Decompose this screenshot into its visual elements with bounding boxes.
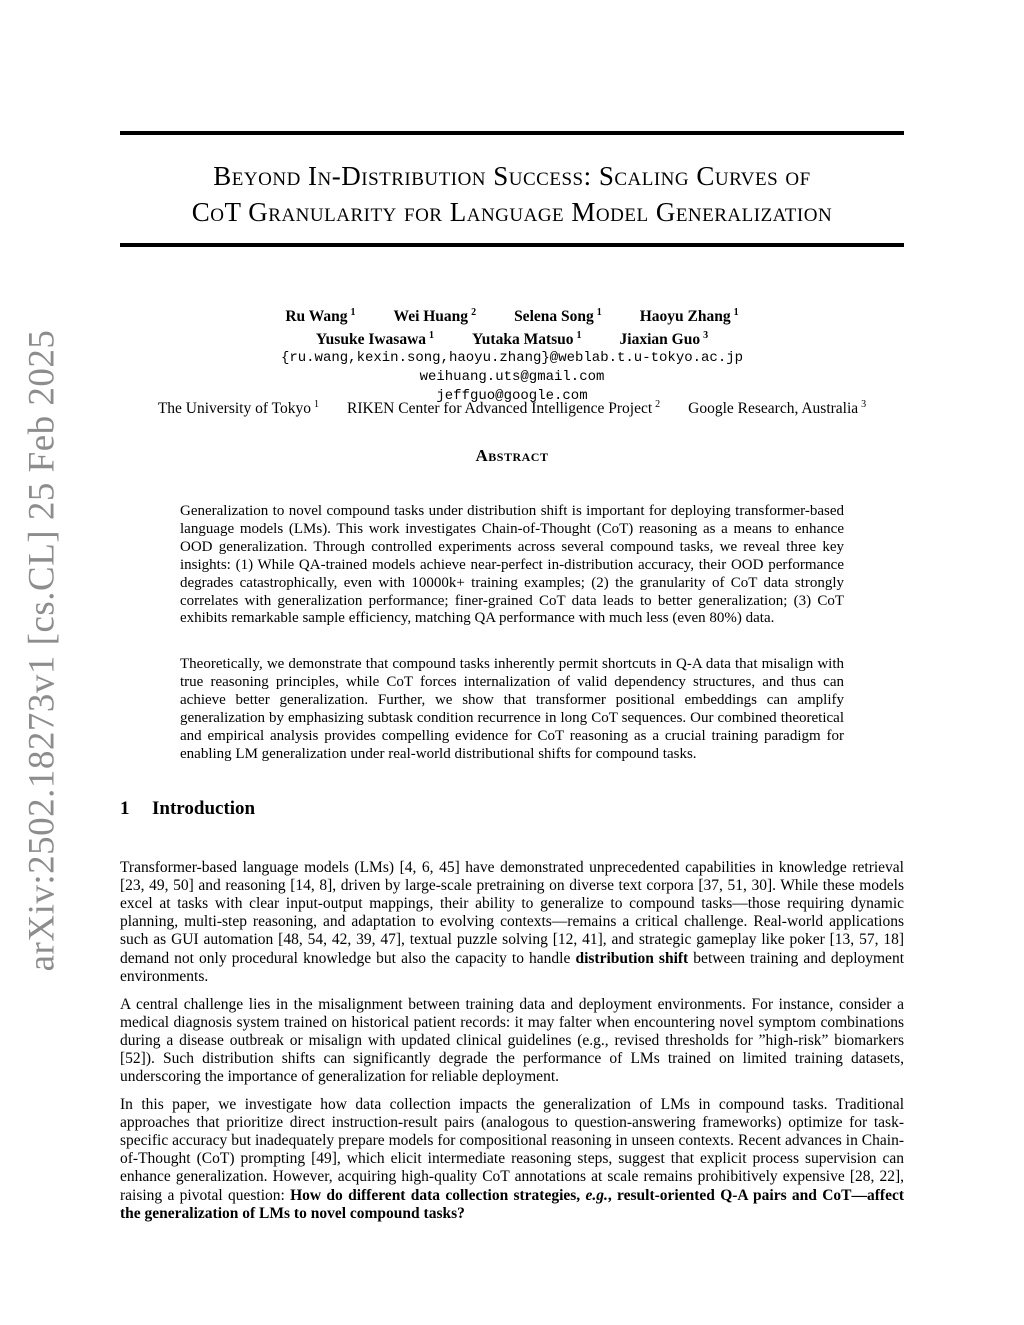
email-line: jeffguo@google.com	[436, 388, 588, 404]
paper-title	[120, 158, 904, 230]
affiliation: Google Research, Australia $^3$	[688, 399, 867, 417]
body-paragraph: In this paper, we investigate how data collection impacts the generalization of LMs in compound tasks. Traditional approaches that prioritize direct instruction-result pairs (analogous to question-answering frameworks) optimize for task-specific accuracy but inadequately prepare models for compositional reasoning in unseen contexts. Recent advances in Chain-of-Thought (CoT) prompting [49], which elicit intermediate reasoning steps, suggest that explicit process supervision can enhance generalization. However, acquiring high-quality CoT annotations at scale remains prohibitively expensive [28, 22], raising a pivotal question: How do different data collection strategies, e.g., result-oriented Q-A pairs and CoT—affect the generalization of LMs to novel compound tasks?	[120, 1095, 904, 1222]
title-rule-bottom	[120, 243, 904, 247]
title-line-2: CoT Granularity for Language Model Generalization	[191, 197, 833, 227]
author: Ru Wang $^1$	[285, 307, 356, 325]
author-block	[120, 303, 904, 406]
section-number: 1	[120, 798, 130, 819]
title-rule-top	[120, 131, 904, 135]
author: Yutaka Matsuo $^1$	[472, 330, 582, 348]
affiliation: The University of Tokyo $^1$	[157, 399, 319, 417]
title-line-1: Beyond In-Distribution Success: Scaling Curves of	[213, 161, 811, 191]
arxiv-id: arXiv:2502.18273v1 [cs.CL] 25 Feb 2025	[21, 329, 63, 971]
body-paragraph: A central challenge lies in the misalignment between training data and deployment environments. For instance, consider a medical diagnosis system trained on historical patient records: it may falter when encountering novel symptom combinations during a disease outbreak or misalign with updated clinical guidelines (e.g., revised thresholds for ”high-risk” biomarkers [52]). Such distribution shifts can significantly degrade the performance of LMs trained on limited training datasets, underscoring the importance of generalization for reliable deployment.	[120, 995, 904, 1086]
section-heading	[120, 798, 255, 820]
email-line: weihuang.uts@gmail.com	[419, 369, 605, 385]
affiliation: RIKEN Center for Advanced Intelligence Project $^2$	[347, 399, 661, 417]
body-paragraph: Transformer-based language models (LMs) [4, 6, 45] have demonstrated unprecedented capabilities in knowledge retrieval [23, 49, 50] and reasoning [14, 8], driven by large-scale pretraining on diverse text corpora [37, 51, 30]. While these models excel at tasks with clear input-output mappings, their ability to generalize to compound tasks—those requiring dynamic planning, multi-step reasoning, and adaptation to evolving contexts—remains a critical challenge. Real-world applications such as GUI automation [48, 54, 42, 39, 47], textual puzzle solving [12, 41], and strategic gameplay like poker [13, 57, 18] demand not only procedural knowledge but also the capacity to handle distribution shift between training and deployment environments.	[120, 858, 904, 985]
affiliations	[100, 399, 924, 418]
author: Jiaxian Guo $^3$	[619, 330, 709, 348]
author: Yusuke Iwasawa $^1$	[315, 330, 435, 348]
email-line: {ru.wang,kexin.song,haoyu.zhang}@weblab.t.u-tokyo.ac.jp	[280, 350, 744, 366]
arxiv-stamp	[18, 329, 66, 971]
author: Selena Song $^1$	[514, 307, 602, 325]
abstract-heading: Abstract	[475, 446, 549, 465]
abstract-paragraph: Theoretically, we demonstrate that compound tasks inherently permit shortcuts in Q-A data that misalign with true reasoning principles, while CoT forces internalization of valid dependency structures, and thus can achieve better generalization. Further, we show that transformer positional embeddings can amplify generalization by emphasizing subtask condition recurrence in long CoT sequences. Our combined theoretical and empirical analysis provides compelling evidence for CoT reasoning as a crucial training paradigm for enabling LM generalization under real-world distributional shifts for compound tasks.	[180, 656, 844, 762]
author: Haoyu Zhang $^1$	[639, 307, 739, 325]
author-row-1	[120, 303, 904, 326]
section-title: Introduction	[152, 798, 256, 819]
author: Wei Huang $^2$	[393, 307, 477, 325]
author-row-2	[120, 326, 904, 349]
abstract-paragraph: Generalization to novel compound tasks under distribution shift is important for deploying transformer-based language models (LMs). This work investigates Chain-of-Thought (CoT) reasoning as a means to enhance OOD generalization. Through controlled experiments across several compound tasks, we reveal three key insights: (1) While QA-trained models achieve near-perfect in-distribution accuracy, their OOD performance degrades catastrophically, even with 10000k+ training examples; (2) the granularity of CoT data strongly correlates with generalization performance; finer-grained CoT data leads to better generalization; (3) CoT exhibits remarkable sample efficiency, matching QA performance with much less (even 80%) data.	[180, 503, 844, 627]
